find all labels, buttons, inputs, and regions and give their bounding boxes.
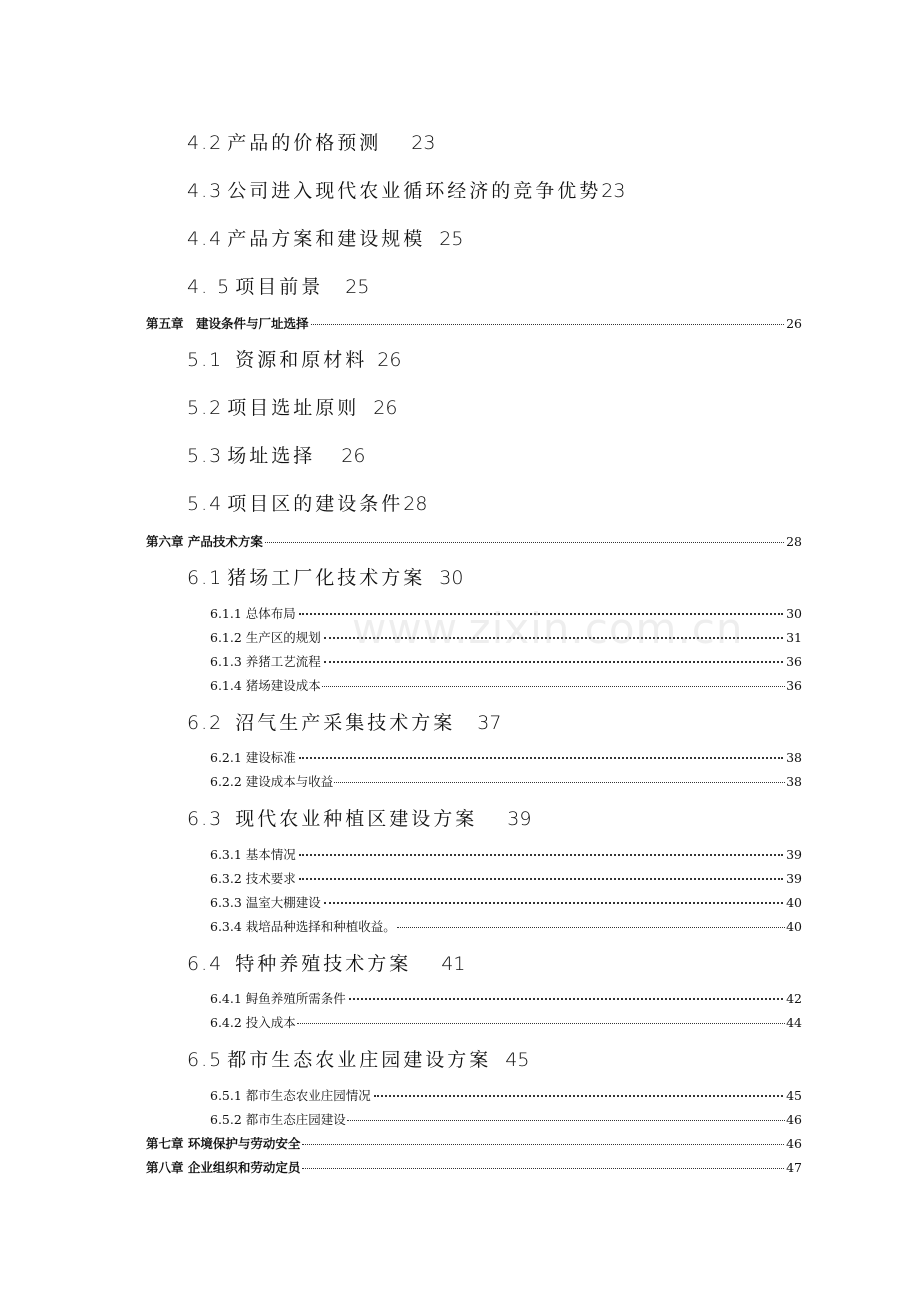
subentry-label: 6.1.4 猪场建设成本 [210,678,321,693]
dot-leader [324,902,783,904]
toc-chapter-8[interactable] [146,1158,802,1176]
toc-entry-6-3[interactable] [187,804,531,831]
toc-chapter-5[interactable] [146,314,802,332]
toc-subentry-6-5-1[interactable] [210,1086,802,1104]
section-number: 4.3 [187,180,224,202]
section-title: 沼气生产采集技术方案 [235,712,456,734]
page-number: 25 [345,276,370,298]
page-number: 44 [786,1015,802,1030]
toc-entry-4-4[interactable] [187,224,463,251]
section-number: 5.2 [187,397,224,419]
toc-subentry-6-3-3[interactable] [210,893,802,911]
subentry-label: 6.5.1 都市生态农业庄园情况 [210,1088,371,1103]
dot-leader [324,637,783,639]
section-title: 产品方案和建设规模 [227,228,426,250]
page-number: 37 [477,712,502,734]
dot-leader [311,324,785,325]
subentry-label: 6.3.4 栽培品种选择和种植收益。 [210,919,396,934]
page-number: 28 [403,493,428,515]
page-number: 39 [786,871,802,886]
toc-entry-6-4[interactable] [187,949,465,976]
page-number: 30 [786,606,802,621]
section-number: 6.3 [187,808,224,830]
dot-leader [299,878,783,880]
page-number: 30 [439,567,464,589]
page-number: 38 [786,750,802,765]
page-number: 31 [786,630,802,645]
toc-entry-5-2[interactable] [187,393,397,420]
page-number: 39 [786,847,802,862]
section-title: 场址选择 [227,445,316,467]
page-number: 23 [601,180,626,202]
page-number: 46 [786,1136,802,1151]
toc-entry-6-5[interactable] [187,1045,529,1072]
dot-leader [374,1095,783,1097]
dot-leader [324,661,783,663]
page-number: 25 [439,228,464,250]
toc-subentry-6-5-2[interactable] [210,1110,802,1128]
page-number: 26 [377,349,402,371]
chapter-label: 第七章 环境保护与劳动安全 [146,1136,301,1151]
chapter-label: 第八章 企业组织和劳动定员 [146,1160,301,1175]
toc-entry-4-5[interactable] [187,272,369,299]
page-number: 40 [786,919,802,934]
subentry-label: 6.4.2 投入成本 [210,1015,296,1030]
section-title: 项目选址原则 [227,397,360,419]
watermark-text: www.zixin.com.cn [352,604,744,653]
toc-subentry-6-3-2[interactable] [210,869,802,887]
section-number: 6.4 [187,953,224,975]
section-title: 项目前景 [235,276,324,298]
section-title: 都市生态农业庄园建设方案 [227,1049,492,1071]
subentry-label: 6.2.1 建设标准 [210,750,296,765]
subentry-label: 6.4.1 鲟鱼养殖所需条件 [210,991,346,1006]
subentry-label: 6.3.1 基本情况 [210,847,296,862]
dot-leader [299,757,783,759]
toc-subentry-6-4-1[interactable] [210,989,802,1007]
dot-leader [322,686,785,687]
toc-subentry-6-4-2[interactable] [210,1013,802,1031]
toc-entry-6-2[interactable] [187,708,501,735]
subentry-label: 6.1.3 养猪工艺流程 [210,654,321,669]
section-number: 6.5 [187,1049,224,1071]
page-number: 36 [786,654,802,669]
page-number: 39 [507,808,532,830]
toc-entry-6-1[interactable] [187,563,463,590]
section-number: 5.4 [187,493,224,515]
page-number: 45 [505,1049,530,1071]
section-title: 猪场工厂化技术方案 [227,567,426,589]
dot-leader [297,1023,785,1024]
dot-leader [299,613,783,615]
page-number: 28 [786,534,802,549]
dot-leader [347,1120,785,1121]
toc-subentry-6-2-2[interactable] [210,772,802,790]
page-number: 26 [373,397,398,419]
page-number: 26 [341,445,366,467]
dot-leader [265,542,784,543]
subentry-label: 6.3.3 温室大棚建设 [210,895,321,910]
toc-subentry-6-1-1[interactable] [210,604,802,622]
page-number: 47 [786,1160,802,1175]
toc-subentry-6-1-4[interactable] [210,676,802,694]
section-number: 6.1 [187,567,224,589]
section-title: 公司进入现代农业循环经济的竞争优势 [227,180,602,202]
dot-leader [302,1168,784,1169]
section-number: 4.2 [187,132,224,154]
section-title: 产品的价格预测 [227,132,382,154]
page-number: 41 [441,953,466,975]
section-number: 4. 5 [187,276,232,298]
page-number: 42 [786,991,802,1006]
toc-entry-4-2[interactable] [187,128,435,155]
dot-leader [299,854,783,856]
dot-leader [349,998,783,1000]
toc-entry-4-3[interactable] [187,176,625,203]
page-number: 36 [786,678,802,693]
subentry-label: 6.3.2 技术要求 [210,871,296,886]
toc-subentry-6-1-3[interactable] [210,652,802,670]
subentry-label: 6.5.2 都市生态庄园建设 [210,1112,346,1127]
dot-leader [334,782,785,783]
page-number: 40 [786,895,802,910]
toc-chapter-7[interactable] [146,1134,802,1152]
chapter-label: 第五章 建设条件与厂址选择 [146,316,309,331]
toc-entry-5-3[interactable] [187,441,365,468]
section-number: 5.1 [187,349,224,371]
page-number: 45 [786,1088,802,1103]
dot-leader [302,1144,784,1145]
toc-subentry-6-2-1[interactable] [210,748,802,766]
toc-subentry-6-3-1[interactable] [210,845,802,863]
subentry-label: 6.2.2 建设成本与收益 [210,774,334,789]
section-title: 现代农业种植区建设方案 [235,808,478,830]
section-title: 项目区的建设条件 [227,493,404,515]
page-number: 23 [411,132,436,154]
subentry-label: 6.1.2 生产区的规划 [210,630,321,645]
page-number: 26 [786,316,802,331]
toc-subentry-6-3-4[interactable] [210,917,802,935]
section-title: 特种养殖技术方案 [235,953,412,975]
toc-entry-5-1[interactable] [187,345,401,372]
section-number: 4.4 [187,228,224,250]
page-number: 46 [786,1112,802,1127]
chapter-label: 第六章 产品技术方案 [146,534,263,549]
toc-subentry-6-1-2[interactable] [210,628,802,646]
section-number: 6.2 [187,712,224,734]
dot-leader [397,927,785,928]
section-number: 5.3 [187,445,224,467]
section-title: 资源和原材料 [235,349,368,371]
toc-entry-5-4[interactable] [187,489,427,516]
subentry-label: 6.1.1 总体布局 [210,606,296,621]
page-number: 38 [786,774,802,789]
toc-chapter-6[interactable] [146,532,802,550]
